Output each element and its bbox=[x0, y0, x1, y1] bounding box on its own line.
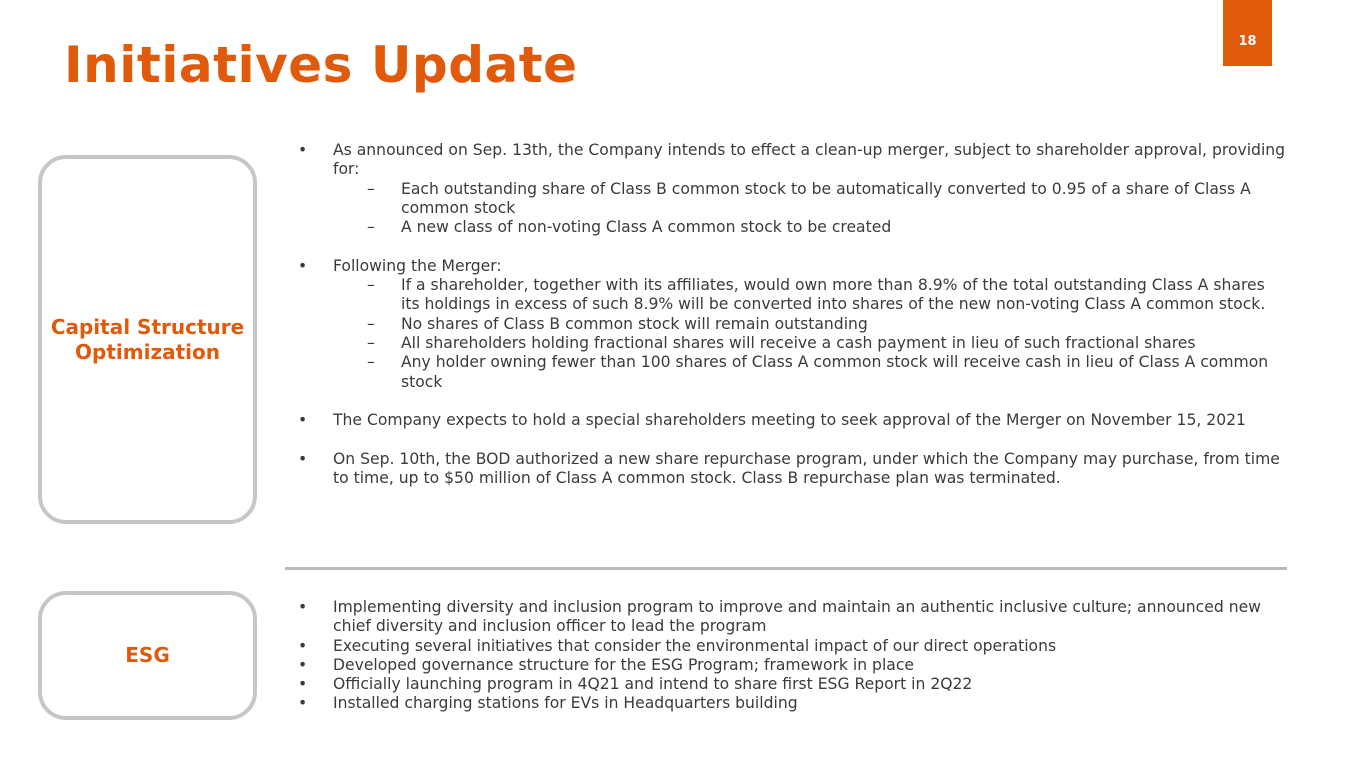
bullet-text: Following the Merger: bbox=[333, 256, 502, 275]
bullet-text: As announced on Sep. 13th, the Company intends to effect a clean-up merger, subject to shareholder approval, providing for: bbox=[333, 141, 1286, 179]
sub-bullet-text: Any holder owning fewer than 100 shares of Class A common stock will receive cash in lieu of Class A common stock bbox=[401, 353, 1269, 391]
esg-section-box bbox=[38, 591, 257, 720]
list-item bbox=[298, 637, 1288, 656]
sub-bullet-list bbox=[333, 180, 1288, 238]
sub-bullet-dash: – bbox=[367, 353, 375, 372]
bullet-dot: • bbox=[298, 675, 308, 694]
sub-bullet-dash: – bbox=[367, 276, 375, 295]
list-item bbox=[298, 141, 1288, 237]
bullet-text: On Sep. 10th, the BOD authorized a new share repurchase program, under which the Company may purchase, from time to time, up to $50 million of Class A common stock. Class B repurchase plan was terminated. bbox=[333, 449, 1280, 488]
list-item bbox=[333, 334, 1288, 353]
esg-label: ESG bbox=[125, 643, 170, 667]
list-item bbox=[298, 450, 1288, 489]
sub-bullet-dash: – bbox=[367, 179, 375, 198]
sub-bullet-dash: – bbox=[367, 218, 375, 237]
bullet-dot: • bbox=[298, 694, 308, 713]
bullet-dot: • bbox=[298, 598, 308, 616]
bullet-text: Installed charging stations for EVs in Headquarters building bbox=[333, 694, 798, 713]
bullet-dot: • bbox=[298, 655, 308, 674]
list-item bbox=[333, 218, 1288, 237]
bullet-text: Executing several initiatives that consider the environmental impact of our direct operations bbox=[333, 636, 1057, 655]
bullet-dot: • bbox=[298, 636, 308, 655]
section-divider bbox=[285, 567, 1287, 570]
sub-bullet-dash: – bbox=[367, 314, 375, 333]
list-item bbox=[333, 315, 1288, 334]
list-item bbox=[333, 180, 1288, 219]
esg-bullet-list bbox=[298, 598, 1288, 714]
list-item bbox=[298, 656, 1288, 675]
capital-structure-label: Capital Structure Optimization bbox=[50, 314, 245, 364]
sub-bullet-dash: – bbox=[367, 333, 375, 352]
list-item bbox=[298, 411, 1288, 430]
bullet-dot: • bbox=[298, 256, 308, 275]
bullet-dot: • bbox=[298, 411, 308, 430]
bullet-text: Implementing diversity and inclusion program to improve and maintain an authentic inclusive culture; announced new chief diversity and inclusion officer to lead the program bbox=[333, 598, 1261, 636]
bullet-text: Officially launching program in 4Q21 and intend to share first ESG Report in 2Q22 bbox=[333, 675, 973, 694]
sub-bullet-text: If a shareholder, together with its affiliates, would own more than 8.9% of the total outstanding Class A shares its holdings in excess of such 8.9% will be converted into shares of the new non-voting Class A common stock. bbox=[401, 276, 1266, 314]
capital-structure-bullet-list bbox=[298, 141, 1288, 488]
sub-bullet-list bbox=[333, 276, 1288, 392]
list-item bbox=[333, 353, 1288, 392]
sub-bullet-text: A new class of non-voting Class A common stock to be created bbox=[401, 218, 892, 237]
sub-bullet-text: Each outstanding share of Class B common stock to be automatically converted to 0.95 of a share of Class A common stock bbox=[401, 179, 1251, 217]
sub-bullet-text: No shares of Class B common stock will remain outstanding bbox=[401, 314, 868, 333]
bullet-text: The Company expects to hold a special shareholders meeting to seek approval of the Merger on November 15, 2021 bbox=[333, 411, 1246, 430]
list-item bbox=[298, 675, 1288, 694]
sub-bullet-text: All shareholders holding fractional shares will receive a cash payment in lieu of such fractional shares bbox=[401, 333, 1196, 352]
list-item bbox=[298, 694, 1288, 713]
page-number-badge: 18 bbox=[1223, 0, 1272, 66]
bullet-dot: • bbox=[298, 449, 308, 468]
bullet-dot: • bbox=[298, 141, 308, 159]
list-item bbox=[333, 276, 1288, 315]
bullet-text: Developed governance structure for the ESG Program; framework in place bbox=[333, 655, 915, 674]
capital-structure-section-box bbox=[38, 155, 257, 524]
list-item bbox=[298, 257, 1288, 392]
slide-title: Initiatives Update bbox=[64, 36, 578, 94]
list-item bbox=[298, 598, 1288, 637]
